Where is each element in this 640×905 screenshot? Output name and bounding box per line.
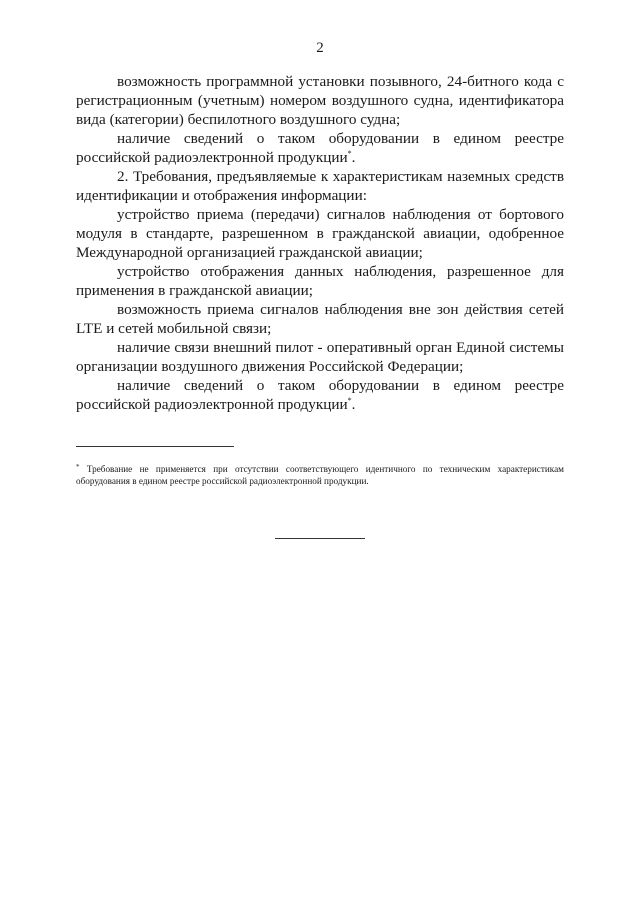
paragraph-line: Международной организацией гражданской авиации; — [76, 244, 423, 261]
end-of-text-rule — [275, 538, 365, 539]
paragraph-line: с регистрационным (учетным) номером воздушного судна, — [76, 73, 565, 109]
paragraph-registry-ground — [76, 376, 564, 414]
paragraph-line: идентификации и отображения информации: — [76, 187, 367, 204]
paragraph-line: устройство отображения данных наблюдения, разрешенное — [117, 263, 531, 280]
footnote-reference: * — [347, 396, 352, 405]
footnote-mark: * — [76, 463, 80, 471]
document-body — [76, 72, 564, 414]
paragraph-line: возможность приема сигналов наблюдения вне зон действия сетей — [117, 301, 564, 318]
paragraph-pilot-link — [76, 338, 564, 376]
paragraph-line: идентификатора вида (категории) беспилотного воздушного судна; — [76, 92, 565, 128]
paragraph-line: наличие связи внешний пилот - оперативный орган Единой системы — [117, 339, 564, 356]
paragraph-callsign-programming — [76, 72, 564, 129]
paragraph-signal-reception — [76, 300, 564, 338]
paragraph-line: модуля в стандарте, разрешенном в гражданской авиации, одобренное — [76, 225, 564, 242]
paragraph-line: наличие сведений о таком оборудовании в едином реестре — [117, 377, 564, 394]
paragraph-line: возможность программной установки позывного, 24-битного кода — [117, 73, 553, 90]
paragraph-line: российской радиоэлектронной продукции — [76, 149, 348, 166]
paragraph-tail: . — [351, 396, 356, 413]
paragraph-tail: . — [351, 149, 356, 166]
paragraph-line: организации воздушного движения Российской Федерации; — [76, 358, 464, 375]
paragraph-line: устройство приема (передачи) сигналов наблюдения от бортового — [117, 206, 564, 223]
paragraph-line: для применения в гражданской авиации; — [76, 263, 564, 299]
paragraph-line: российской радиоэлектронной продукции — [76, 396, 348, 413]
paragraph-line: 2. Требования, предъявляемые к характеристикам наземных средств — [117, 168, 564, 185]
footnote-separator — [76, 446, 234, 447]
paragraph-display-device — [76, 262, 564, 300]
paragraph-line: наличие сведений о таком оборудовании в едином реестре — [117, 130, 564, 147]
footnote — [76, 463, 564, 487]
page-number: 2 — [316, 40, 324, 56]
paragraph-section-2-heading — [76, 167, 564, 205]
paragraph-line: LTE и сетей мобильной связи; — [76, 320, 272, 337]
footnote-reference: * — [347, 149, 352, 158]
paragraph-registry-onboard — [76, 129, 564, 167]
paragraph-receiver-device — [76, 205, 564, 262]
footnote-text: Требование не применяется при отсутствии соответствующего идентичного по техническим характеристикам оборудования в едином реестре российской радиоэлектронной продукции. — [76, 464, 565, 486]
